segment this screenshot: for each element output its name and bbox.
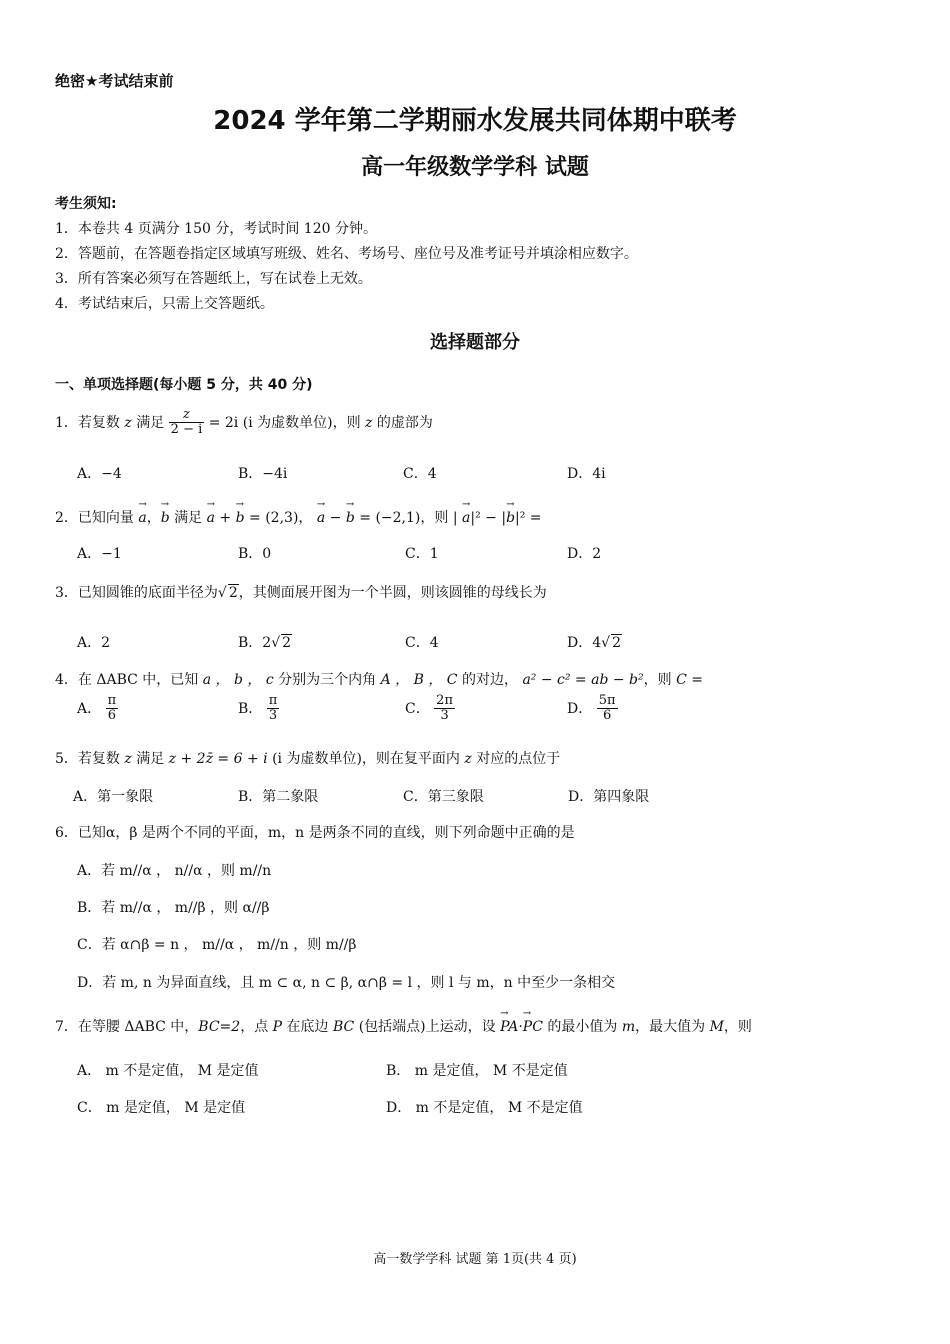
q6-option-a: A．若 m//α ， n//α ，则 m//n [77, 863, 272, 879]
secret-mark: 绝密★考试结束前 [55, 72, 174, 90]
question-5 [55, 748, 560, 768]
q2-vec-b-2: → b [236, 510, 245, 526]
q3-option-c: C．4 [405, 635, 439, 651]
q4-option-d-label: D． [567, 700, 593, 717]
q7-vec-pa: → PA [500, 1019, 518, 1035]
q4-option-b-den: 3 [268, 708, 278, 724]
q5-mid: 满足 [136, 751, 165, 767]
q5-eq: z + 2z̄ = 6 + i [168, 751, 268, 767]
question-2: 2．已知向量 → a，→ b 满足 → a + → b = (2,3)， → a − → b = (−2,1)，则 | → a|² − |→ b|² = [55, 507, 542, 527]
q3-option-d-rad: 2 [612, 635, 621, 651]
q6-option-d: D．若 m, n 为异面直线，且 m ⊂ α, n ⊂ β, α∩β = l ，则 l 与 m，n 中至少一条相交 [77, 975, 616, 991]
q7-option-d: D． m 不是定值， M 不是定值 [386, 1100, 583, 1116]
q5-option-a: A．第一象限 [73, 789, 154, 805]
q1-option-c: C．4 [403, 466, 437, 482]
q2-option-c: C．1 [405, 546, 439, 562]
question-6: 6．已知α，β 是两个不同的平面，m，n 是两条不同的直线，则下列命题中正确的是 [55, 825, 575, 841]
q7-p: P [272, 1019, 283, 1035]
q4-option-c-den: 3 [440, 708, 449, 724]
q2-eq2: = (−2,1)，则 [359, 510, 449, 526]
q1-eq: = 2i [208, 414, 239, 431]
q7-post: 的最小值为 [547, 1019, 618, 1035]
q4-eq: a² − c² = ab − b² [522, 672, 644, 688]
q4-option-d-den: 6 [602, 708, 612, 724]
q3-option-b: B．2√ 2 [238, 635, 292, 651]
exam-subtitle: 高一年级数学学科 试题 [361, 155, 589, 180]
q5-post: (i 为虚数单位)，则在复平面内 [272, 751, 460, 767]
q7-post2: ，最大值为 [635, 1019, 706, 1035]
q4-vars-ABC: A ， B ， C [380, 672, 458, 688]
notice-item-1: 1．本卷共 4 页满分 150 分，考试时间 120 分钟。 [55, 221, 377, 237]
q2-option-d: D．2 [567, 546, 602, 562]
q7-bc2: BC [332, 1019, 355, 1035]
q7-mid2: 在底边 [286, 1019, 329, 1035]
q4-option-b [238, 694, 279, 724]
q4-option-b-label: B． [238, 700, 263, 717]
q7-end: ，则 [723, 1019, 752, 1035]
q2-eq3: |² − | [470, 510, 507, 526]
q6-option-b: B．若 m//α ， m//β ，则 α//β [77, 900, 270, 916]
q4-mid: 分别为三个内角 [278, 672, 377, 688]
q4-option-a [77, 694, 118, 724]
question-7: 7．在等腰 ΔABC 中，BC=2，点 P 在底边 BC (包括端点)上运动，设 → PA·→ PC 的最小值为 m，最大值为 M，则 [55, 1016, 752, 1036]
notice-item-2: 2．答题前，在答题卷指定区域填写班级、姓名、考场号、座位号及准考证号并填涂相应数字。 [55, 246, 638, 262]
q3-radicand: 2 [228, 585, 238, 601]
q2-vec-b-3: → b [346, 510, 355, 526]
q3-post: ，其侧面展开图为一个半圆，则该圆锥的母线长为 [238, 585, 547, 601]
section-title: 选择题部分 [430, 332, 520, 353]
q7-pre: 7．在等腰 ΔABC 中， [55, 1019, 199, 1035]
q7-M: M [709, 1019, 724, 1035]
q7-m: m [621, 1019, 636, 1035]
q1-option-a: A．−4 [77, 466, 122, 482]
q1-mid: 满足 [136, 414, 165, 431]
q7-option-b: B． m 是定值， M 不是定值 [386, 1063, 568, 1079]
q7-mid: ，点 [240, 1019, 269, 1035]
q5-var-2: z [464, 751, 472, 767]
notice-heading: 考生须知: [55, 196, 117, 212]
q7-mid3: (包括端点)上运动，设 [358, 1019, 496, 1035]
q4-post-var: C = [676, 672, 703, 688]
exam-title: 2024 学年第二学期丽水发展共同体期中联考 [213, 106, 737, 136]
q6-option-c: C．若 α∩β = n ， m//α ， m//n ，则 m//β [77, 937, 357, 953]
q5-option-b: B．第二象限 [238, 789, 319, 805]
q7-option-c: C． m 是定值， M 是定值 [77, 1100, 246, 1116]
q2-mid: 满足 [174, 510, 203, 526]
question-4 [55, 669, 703, 689]
q1-var: z [124, 414, 132, 431]
q2-vec-a: → a [138, 510, 146, 526]
q4-option-c-label: C． [405, 700, 430, 717]
q2-eq1: = (2,3)， [249, 510, 313, 526]
q2-pre: 2．已知向量 [55, 510, 134, 526]
q1-frac-den: 2 − i [170, 422, 203, 438]
q4-option-b-num: π [268, 693, 278, 708]
q4-option-a-num: π [107, 693, 117, 708]
q2-option-a: A．−1 [77, 546, 122, 562]
q1-pre: 1．若复数 [55, 414, 120, 431]
q3-option-b-text: B．2 [238, 635, 272, 651]
q7-option-a: A． m 不是定值， M 是定值 [77, 1063, 259, 1079]
q5-option-c: C．第三象限 [403, 789, 484, 805]
q3-option-b-rad: 2 [282, 635, 292, 651]
q2-vec-b: → b [161, 510, 170, 526]
q5-post2: 对应的点位于 [476, 751, 561, 767]
q4-option-a-label: A． [77, 700, 102, 717]
q4-option-c [405, 694, 455, 724]
q2-vec-a-3: → a [317, 510, 325, 526]
q1-var-2: z [365, 414, 373, 431]
q2-vec-b-4: → b [506, 510, 515, 526]
q1-post2: 的虚部为 [376, 414, 433, 431]
q4-post: ，则 [643, 672, 672, 688]
q3-option-d-text: D．4 [567, 635, 602, 651]
q5-option-d: D．第四象限 [568, 789, 650, 805]
part1-heading: 一、单项选择题(每小题 5 分，共 40 分) [55, 377, 313, 393]
q5-pre: 5．若复数 [55, 751, 120, 767]
q4-option-a-den: 6 [107, 708, 116, 724]
q7-vec-pc: → PC [523, 1019, 543, 1035]
q2-option-b: B．0 [238, 546, 272, 562]
q3-option-a: A．2 [77, 635, 111, 651]
notice-item-4: 4．考试结束后，只需上交答题纸。 [55, 296, 274, 312]
q1-frac-num: z [169, 408, 205, 423]
q4-pre: 4．在 ΔABC 中，已知 [55, 672, 199, 688]
q2-vec-a-2: → a [207, 510, 215, 526]
q2-sep: ， [146, 510, 161, 526]
q4-option-c-num: 2π [436, 693, 453, 708]
q4-vars-abc: a ， b ， c [202, 672, 274, 688]
q3-pre: 3．已知圆锥的底面半径为 [55, 585, 218, 601]
q5-var: z [124, 751, 132, 767]
page-footer: 高一数学学科 试题 第 1页(共 4 页) [373, 1252, 577, 1267]
q4-option-d-num: 5π [598, 693, 616, 708]
q3-option-d: D．4√ 2 [567, 635, 621, 651]
q2-eq4: |² = [515, 510, 542, 526]
q2-vec-a-4: → a [462, 510, 470, 526]
q4-mid2: 的对边， [461, 672, 518, 688]
q4-option-d [567, 694, 618, 724]
q1-option-b: B．−4i [238, 466, 288, 482]
question-3: 3．已知圆锥的底面半径为√ 2，其侧面展开图为一个半圆，则该圆锥的母线长为 [55, 585, 547, 601]
q1-option-d: D．4i [567, 466, 606, 482]
q1-post: (i 为虚数单位)，则 [242, 414, 361, 431]
q7-bc: BC=2 [198, 1019, 241, 1035]
q1-fraction [169, 408, 205, 438]
question-1 [55, 408, 433, 438]
notice-item-3: 3．所有答案必须写在答题纸上，写在试卷上无效。 [55, 271, 372, 287]
